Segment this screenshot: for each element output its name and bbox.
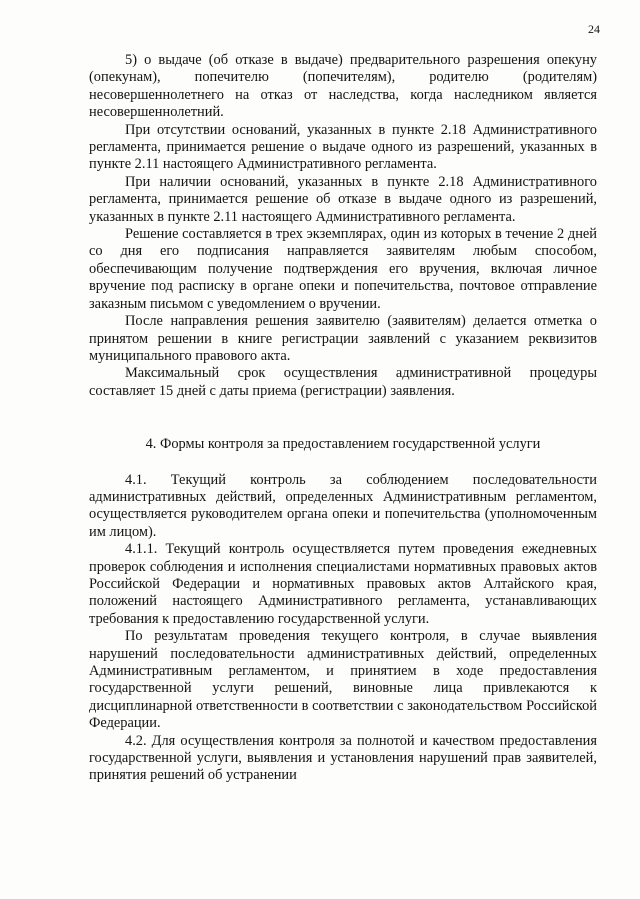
paragraph-4-1: 4.1. Текущий контроль за соблюдением последовательности административных действий, определенных Административным регламентом, осуществляется руководителем органа опеки и попечительства (уполномоченным им лицом). <box>89 471 597 540</box>
paragraph-decision-copies: Решение составляется в трех экземплярах, один из которых в течение 2 дней со дня его подписания направляется заявителям любым способом, обеспечивающим получение подтверждения его вручения, включая личное вручение под расписку в органе опеки и попечительства, почтовое отправление заказным письмом с уведомлением о вручении. <box>89 226 597 312</box>
document-body <box>89 52 597 785</box>
paragraph-no-grounds: При отсутствии оснований, указанных в пункте 2.18 Административного регламента, принимается решение о выдаче одного из разрешений, указанных в пункте 2.11 настоящего Административного регламента. <box>89 121 597 173</box>
paragraph-4-1-1: 4.1.1. Текущий контроль осуществляется путем проведения ежедневных проверок соблюдения и исполнения специалистами нормативных правовых актов Российской Федерации и нормативных правовых актов Алтайского края, положений настоящего Административного регламента, устанавливающих требования к предоставлению государственной услуги. <box>89 541 597 627</box>
paragraph-item-5: 5) о выдаче (об отказе в выдаче) предварительного разрешения опекуну (опекунам), попечителю (попечителям), родителю (родителям) несовершеннолетнего на отказ от наследства, когда наследником является несовершеннолетний. <box>89 52 597 121</box>
page-number: 24 <box>588 22 600 36</box>
paragraph-registration-note: После направления решения заявителю (заявителям) делается отметка о принятом решении в книге регистрации заявлений с указанием реквизитов муниципального правового акта. <box>89 313 597 364</box>
section-heading: 4. Формы контроля за предоставлением государственной услуги <box>145 436 541 453</box>
paragraph-4-2: 4.2. Для осуществления контроля за полнотой и качеством предоставления государственной услуги, выявления и установления нарушений прав заявителей, принятия решений об устранении <box>89 732 597 784</box>
paragraph-control-results: По результатам проведения текущего контроля, в случае выявления нарушений последовательности административных действий, определенных Административным регламентом, и принятием в ходе предоставления государственной услуги решений, виновные лица привлекаются к дисциплинарной ответственности в соответствии с законодательством Российской Федерации. <box>89 628 597 732</box>
paragraph-grounds-present: При наличии оснований, указанных в пункте 2.18 Административного регламента, принимается решение об отказе в выдаче одного из разрешений, указанных в пункте 2.11 настоящего Административного регламента. <box>89 173 597 225</box>
paragraph-max-term: Максимальный срок осуществления административной процедуры составляет 15 дней с даты приема (регистрации) заявления. <box>89 365 597 399</box>
